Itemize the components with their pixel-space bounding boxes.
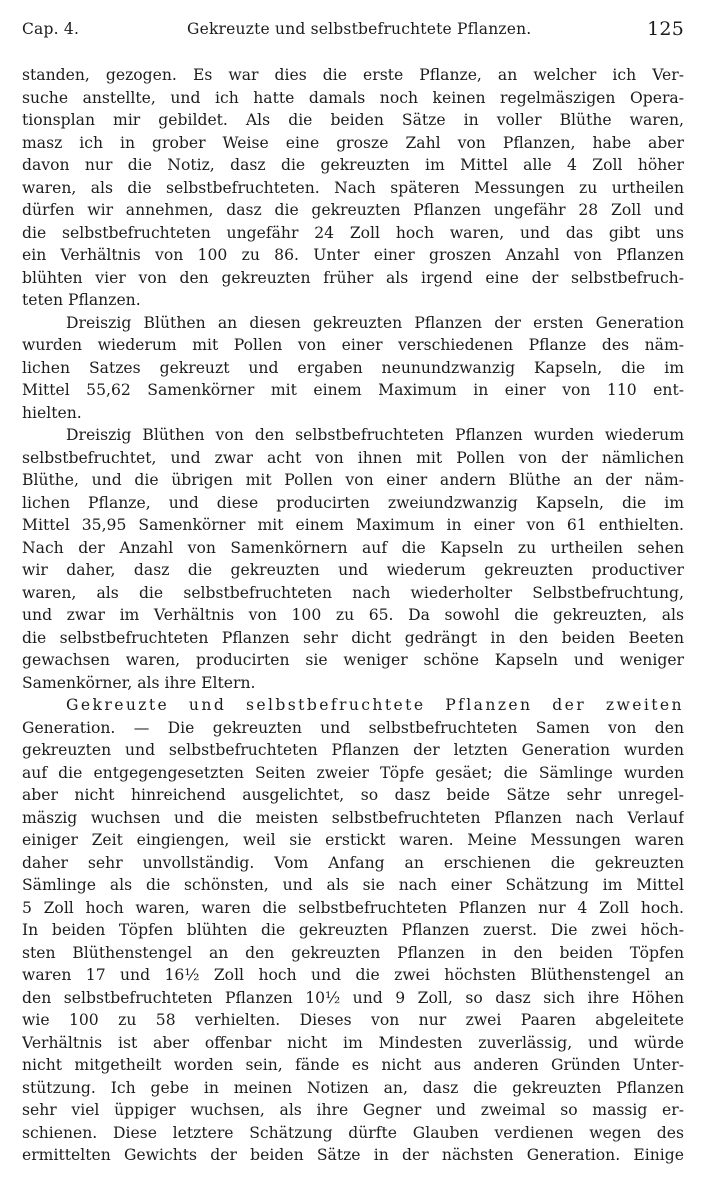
text-line: selbstbefruchtet, und zwar acht von ihnen mit Pollen von der nämlichen bbox=[22, 448, 684, 467]
text-line: Dreiszig Blüthen an diesen gekreuzten Pflanzen der ersten Generation bbox=[66, 313, 684, 332]
text-line: aber nicht hinreichend ausgelichtet, so dasz beide Sätze sehr unregel- bbox=[22, 786, 684, 804]
text-line: Dreiszig Blüthen von den selbstbefruchteten Pflanzen wurden wiederum bbox=[66, 426, 684, 444]
text-line: gekreuzten und selbstbefruchteten Pflanzen der letzten Generation wurden bbox=[22, 741, 684, 759]
text-line: Gekreuzte und selbstbefruchtete Pflanzen der zweiten bbox=[66, 696, 684, 714]
text-line: Samenkörner, als ihre Eltern. bbox=[22, 673, 256, 692]
text-line: mäszig wuchsen und die meisten selbstbefruchteten Pflanzen nach Verlauf bbox=[22, 808, 684, 827]
text-line: sehr viel üppiger wuchsen, als ihre Gegner und zweimal so massig er- bbox=[22, 1101, 684, 1119]
text-line: dürfen wir annehmen, dasz die gekreuzten Pflanzen ungefähr 28 Zoll und bbox=[22, 201, 684, 219]
text-line: auf die entgegengesetzten Seiten zweier Töpfe gesäet; die Sämlinge wurden bbox=[22, 763, 684, 782]
page-number: 125 bbox=[647, 18, 684, 40]
text-line: hielten. bbox=[22, 403, 82, 422]
text-line: standen, gezogen. Es war dies die erste Pflanze, an welcher ich Ver- bbox=[22, 66, 684, 84]
text-line: daher sehr unvollständig. Vom Anfang an erschienen die gekreuzten bbox=[22, 853, 684, 872]
text-line: Nach der Anzahl von Samenkörnern auf die Kapseln zu urtheilen sehen bbox=[22, 538, 684, 557]
text-line: tionsplan mir gebildet. Als die beiden Sätze in voller Blüthe waren, bbox=[22, 111, 684, 129]
text-line: schienen. Diese letztere Schätzung dürfte Glauben verdienen wegen des bbox=[22, 1123, 684, 1142]
running-title: Gekreuzte und selbstbefruchtete Pflanzen. bbox=[187, 20, 532, 38]
text-line: wie 100 zu 58 verhielten. Dieses von nur zwei Paaren abgeleitete bbox=[22, 1011, 684, 1029]
text-line: sten Blüthenstengel an den gekreuzten Pflanzen in den beiden Töpfen bbox=[22, 943, 684, 962]
text-line: wir daher, dasz die gekreuzten und wiederum gekreuzten productiver bbox=[22, 561, 684, 579]
text-line: Sämlinge als die schönsten, und als sie nach einer Schätzung im Mittel bbox=[22, 876, 684, 894]
chapter-label: Cap. 4. bbox=[22, 20, 80, 38]
text-line: Verhältnis ist aber offenbar nicht im Mindesten zuverlässig, und würde bbox=[22, 1033, 684, 1052]
text-line: blühten vier von den gekreuzten früher als irgend eine der selbstbefruch- bbox=[22, 268, 684, 287]
text-line: Mittel 55,62 Samenkörner mit einem Maximum in einer von 110 ent- bbox=[22, 381, 684, 399]
text-line: gewachsen waren, producirten sie weniger schöne Kapseln und weniger bbox=[22, 651, 684, 669]
text-line: stützung. Ich gebe in meinen Notizen an, dasz die gekreuzten Pflanzen bbox=[22, 1078, 684, 1097]
text-line: davon nur die Notiz, dasz die gekreuzten im Mittel alle 4 Zoll höher bbox=[22, 156, 684, 174]
text-line: teten Pflanzen. bbox=[22, 291, 141, 309]
text-line: wurden wiederum mit Pollen von einer verschiedenen Pflanze des näm- bbox=[22, 336, 684, 354]
text-line: und zwar im Verhältnis von 100 zu 65. Da sowohl die gekreuzten, als bbox=[22, 606, 684, 624]
text-line: ein Verhältnis von 100 zu 86. Unter einer groszen Anzahl von Pflanzen bbox=[22, 246, 684, 264]
text-line: waren, als die selbstbefruchteten nach wiederholter Selbstbefruchtung, bbox=[22, 583, 684, 602]
book-page bbox=[22, 14, 684, 1167]
text-line: masz ich in grober Weise eine grosze Zahl von Pflanzen, habe aber bbox=[22, 133, 684, 152]
text-line: suche anstellte, und ich hatte damals noch keinen regelmäszigen Opera- bbox=[22, 88, 684, 107]
text-line: 5 Zoll hoch waren, waren die selbstbefruchteten Pflanzen nur 4 Zoll hoch. bbox=[22, 898, 684, 917]
text-line: Generation. — Die gekreuzten und selbstbefruchteten Samen von den bbox=[22, 718, 684, 737]
text-line: waren, als die selbstbefruchteten. Nach späteren Messungen zu urtheilen bbox=[22, 178, 684, 197]
text-line: die selbstbefruchteten ungefähr 24 Zoll hoch waren, und das gibt uns bbox=[22, 223, 684, 242]
body-text bbox=[22, 64, 684, 1167]
text-line: Mittel 35,95 Samenkörner mit einem Maximum in einer von 61 enthielten. bbox=[22, 516, 684, 534]
running-header bbox=[22, 14, 684, 44]
text-line: die selbstbefruchteten Pflanzen sehr dicht gedrängt in den beiden Beeten bbox=[22, 628, 684, 647]
text-line: einiger Zeit eingiengen, weil sie erstickt waren. Meine Messungen waren bbox=[22, 831, 684, 849]
text-line: In beiden Töpfen blühten die gekreuzten Pflanzen zuerst. Die zwei höch- bbox=[22, 921, 684, 939]
text-line: nicht mitgetheilt worden sein, fände es nicht aus anderen Gründen Unter- bbox=[22, 1056, 684, 1074]
text-line: den selbstbefruchteten Pflanzen 10½ und 9 Zoll, so dasz sich ihre Höhen bbox=[22, 988, 684, 1007]
text-line: lichen Satzes gekreuzt und ergaben neunundzwanzig Kapseln, die im bbox=[22, 358, 684, 377]
text-line: waren 17 und 16½ Zoll hoch und die zwei höchsten Blüthenstengel an bbox=[22, 966, 684, 984]
text-line: Blüthe, und die übrigen mit Pollen von einer andern Blüthe an der näm- bbox=[22, 471, 684, 489]
text-line: ermittelten Gewichts der beiden Sätze in der nächsten Generation. Einige bbox=[22, 1146, 684, 1164]
text-line: lichen Pflanze, und diese producirten zweiundzwanzig Kapseln, die im bbox=[22, 493, 684, 512]
